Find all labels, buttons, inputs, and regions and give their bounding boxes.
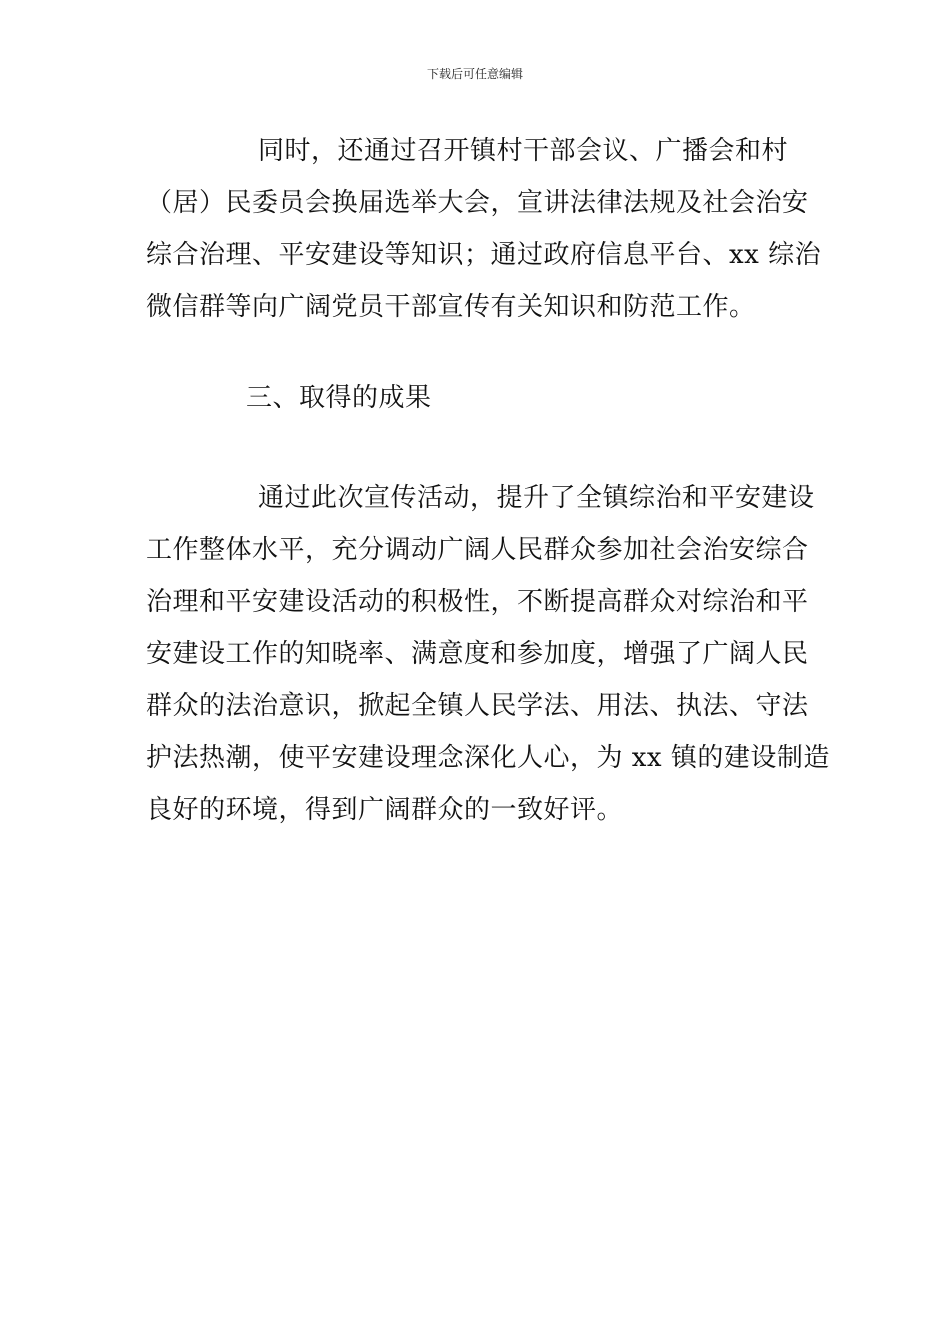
paragraph-results: [146, 472, 830, 836]
paragraph-line: 通过此次宣传活动，提升了全镇综治和平安建设: [258, 483, 815, 513]
paragraph-line: 护法热潮，使平安建设理念深化人心，为 xx 镇的建设制造: [146, 743, 830, 773]
paragraph-line: 同时，还通过召开镇村干部会议、广播会和村: [258, 136, 789, 166]
paragraph-publicity-meetings: [146, 125, 822, 333]
paragraph-line: 微信群等向广阔党员干部宣传有关知识和防范工作。: [146, 292, 756, 322]
paragraph-line: 综合治理、平安建设等知识；通过政府信息平台、xx 综治: [146, 240, 822, 270]
section-heading-results: 三、取得的成果: [246, 383, 432, 413]
paragraph-line: 群众的法治意识，掀起全镇人民学法、用法、执法、守法: [146, 691, 809, 721]
paragraph-line: 良好的环境，得到广阔群众的一致好评。: [146, 795, 624, 825]
paragraph-line: 工作整体水平，充分调动广阔人民群众参加社会治安综合: [146, 535, 809, 565]
paragraph-line: （居）民委员会换届选举大会，宣讲法律法规及社会治安: [146, 188, 809, 218]
paragraph-line: 安建设工作的知晓率、满意度和参加度，增强了广阔人民: [146, 639, 809, 669]
paragraph-line: 治理和平安建设活动的积极性，不断提高群众对综治和平: [146, 587, 809, 617]
page-header-note: 下载后可任意编辑: [426, 67, 523, 81]
